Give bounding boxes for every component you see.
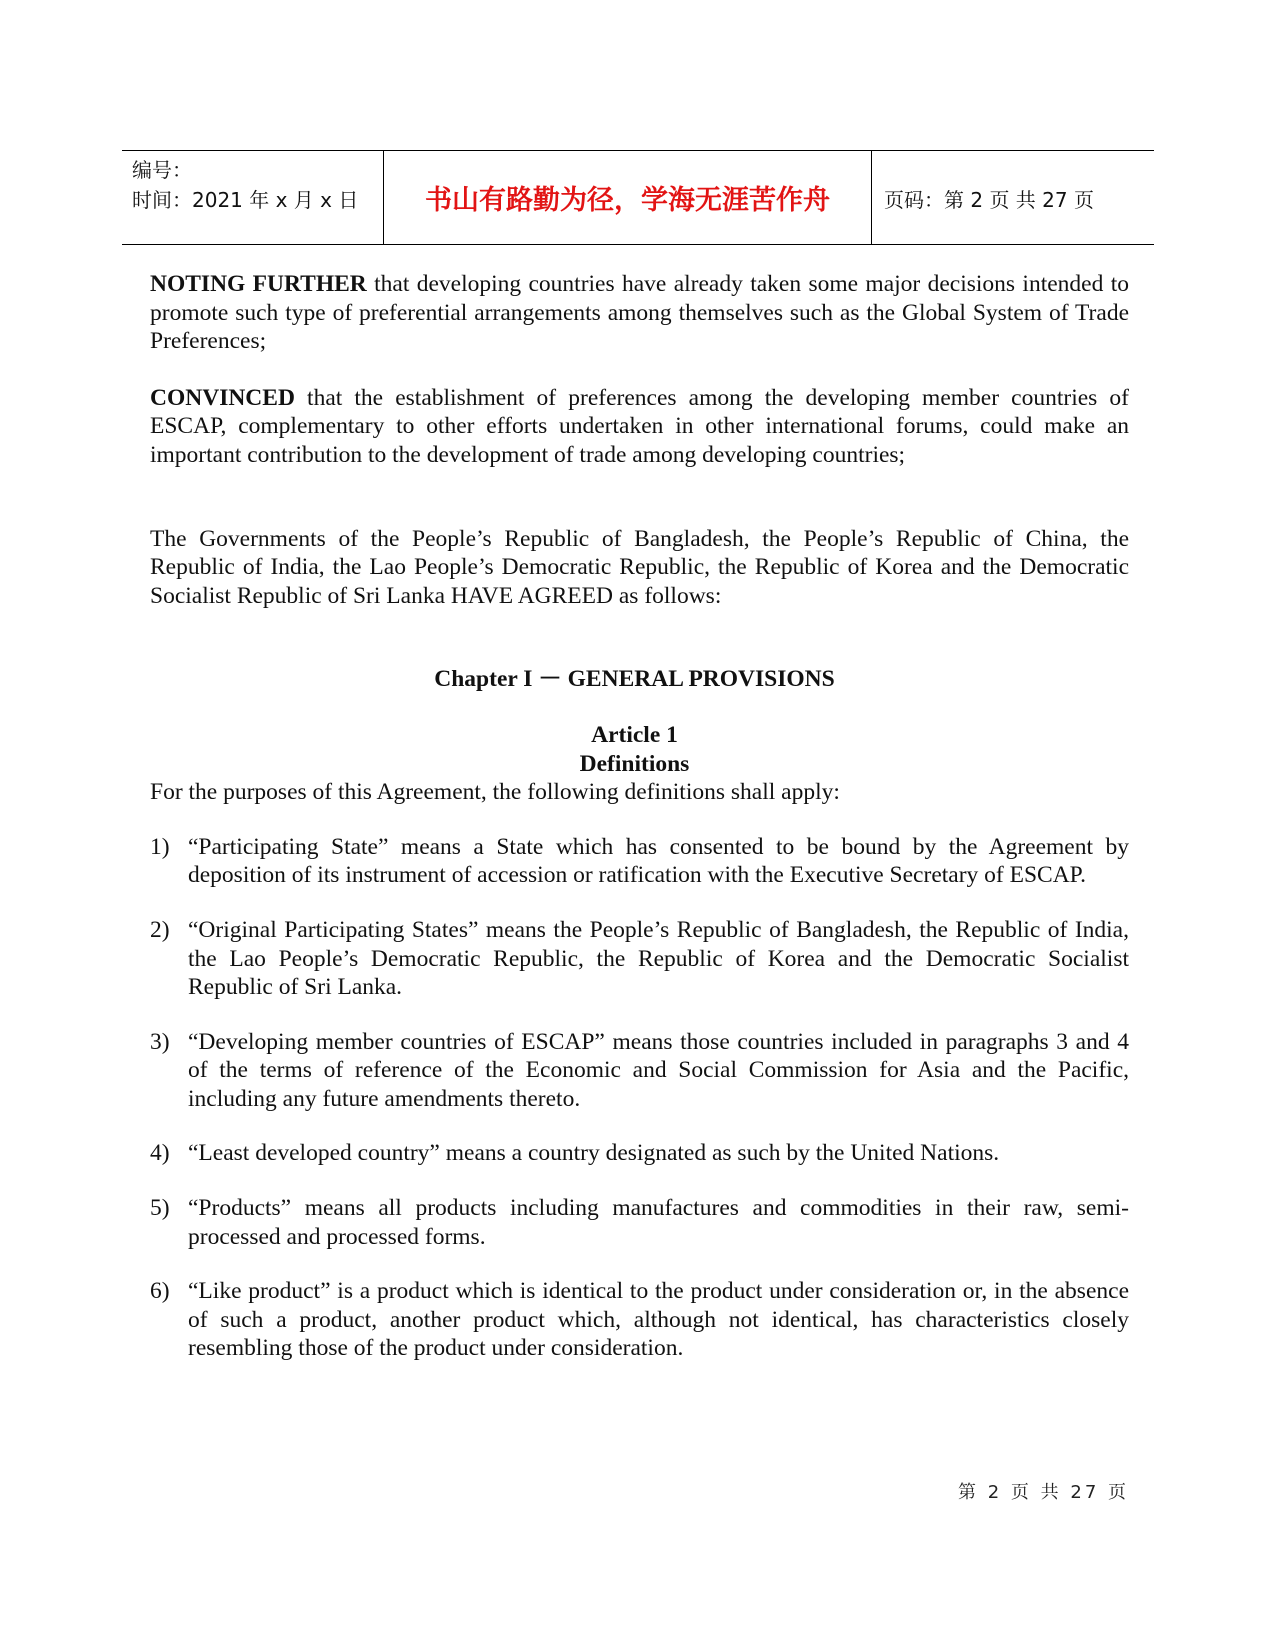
motto-text: 书山有路勤为径，学海无涯苦作舟 — [425, 185, 830, 216]
list-item-text: “Original Participating States” means the People’s Republic of Bangladesh, the Republic of India, the Lao People’s Democratic Republic, the Republic of Korea and the Democratic Socialist Republic of Sri Lanka. — [188, 916, 1129, 1001]
list-item — [150, 1194, 1129, 1251]
time-label: 时间：2021 年 x 月 x 日 — [132, 188, 359, 212]
list-item — [150, 916, 1129, 1002]
header-page-cell — [872, 151, 1154, 244]
page-footer: 第 2 页 共 27 页 — [958, 1482, 1129, 1503]
paragraph-text: that developing countries have already taken some major decisions intended to promote such type of preferential arrangements among themselves such as the Global System of Trade Preferences; — [150, 271, 1129, 355]
list-item-number: 5) — [150, 1195, 170, 1222]
list-item — [150, 1139, 1129, 1168]
list-item-number: 2) — [150, 916, 170, 943]
paragraph-governments: The Governments of the People’s Republic of Bangladesh, the People’s Republic of China, the Republic of India, the Lao People’s Democratic Republic, the Republic of Korea and the Democratic Socialist Republic of Sri Lanka HAVE AGREED as follows: — [150, 525, 1129, 609]
paragraph-convinced — [150, 384, 1129, 470]
list-item-text: “Products” means all products including manufactures and commodities in their raw, semi-processed and processed forms. — [188, 1195, 1129, 1250]
definitions-intro: For the purposes of this Agreement, the following definitions shall apply: — [150, 779, 840, 806]
list-item-text: “Participating State” means a State which has consented to be bound by the Agreement by deposition of its instrument of accession or ratification with the Executive Secretary of ESCAP. — [188, 833, 1129, 889]
list-item-number: 4) — [150, 1140, 170, 1167]
number-label: 编号： — [132, 158, 192, 182]
chapter-heading: Chapter I － GENERAL PROVISIONS — [434, 666, 835, 693]
list-item-number: 3) — [150, 1028, 170, 1055]
paragraph-lead-bold: NOTING FURTHER — [150, 271, 367, 297]
header-table — [122, 150, 1154, 245]
document-body — [150, 270, 1129, 1363]
list-item — [150, 1028, 1129, 1114]
list-item-number: 6) — [150, 1278, 170, 1305]
paragraph-text: that the establishment of preferences among the developing member countries of ESCAP, complementary to other efforts undertaken in other international forums, could make an important contribution to the development of trade among developing countries; — [150, 384, 1129, 468]
list-item-number: 1) — [150, 833, 170, 860]
list-item — [150, 833, 1129, 890]
paragraph-noting-further — [150, 270, 1129, 356]
header-motto-cell — [384, 151, 872, 244]
list-item-text: “Like product” is a product which is identical to the product under consideration or, in the absence of such a product, another product which, although not identical, has characteristics closely resembling those of the product under consideration. — [188, 1278, 1129, 1362]
article-heading: Article 1 — [591, 721, 678, 748]
header-left-cell — [122, 151, 384, 244]
list-item — [150, 1277, 1129, 1363]
page-number-label: 页码：第 2 页 共 27 页 — [884, 188, 1094, 212]
paragraph-lead-bold: CONVINCED — [150, 384, 295, 411]
list-item-text: “Least developed country” means a country designated as such by the United Nations. — [188, 1140, 1000, 1167]
list-item-text: “Developing member countries of ESCAP” means those countries included in paragraphs 3 and 4 of the terms of reference of the Economic and Social Commission for Asia and the Pacific, including any future amendments thereto. — [188, 1028, 1129, 1112]
article-subheading: Definitions — [579, 750, 690, 777]
